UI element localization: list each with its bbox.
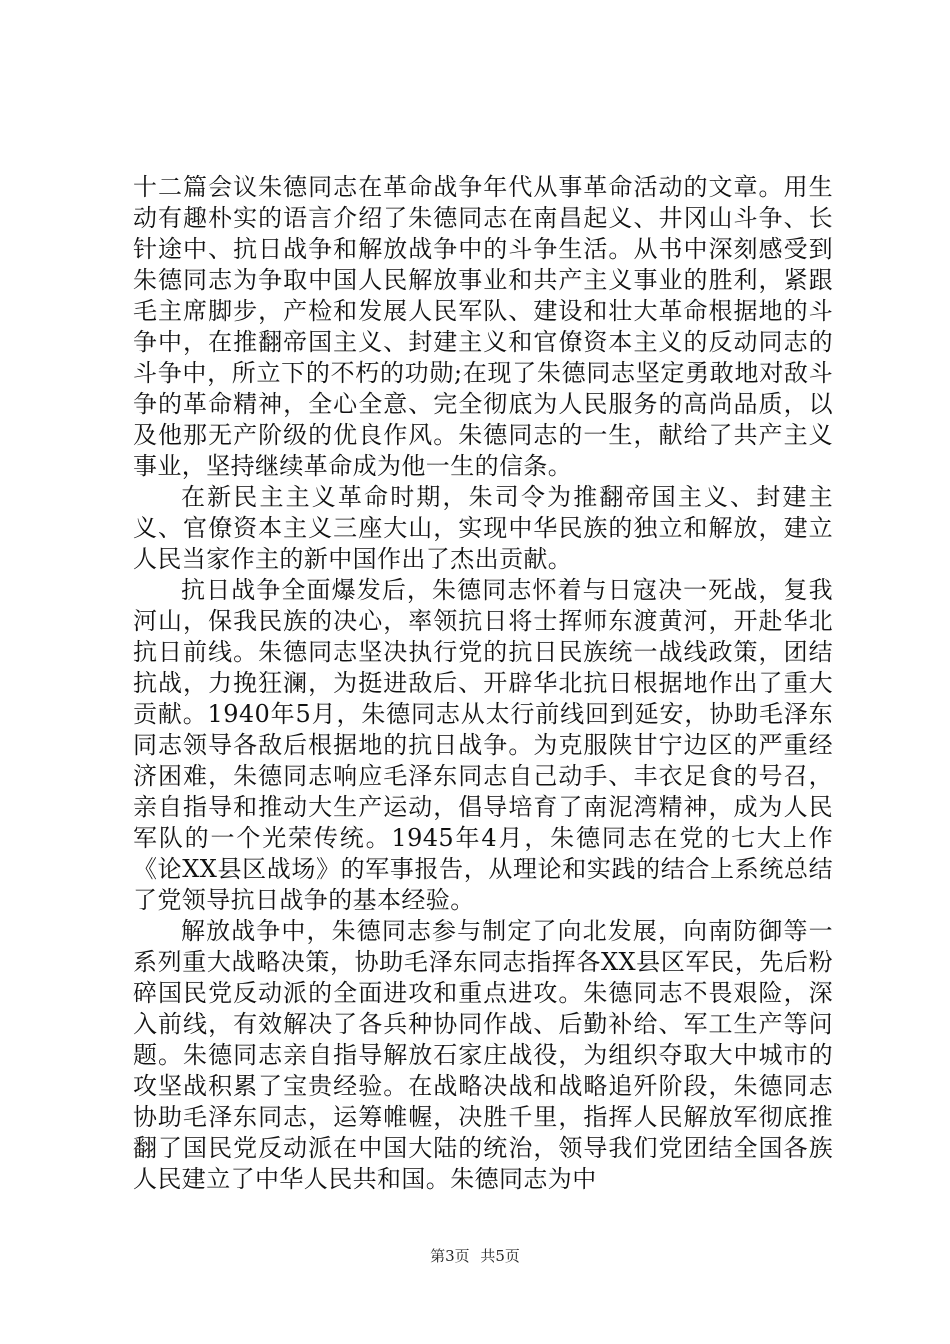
- document-body: [133, 172, 833, 1195]
- paragraph-4: 解放战争中，朱德同志参与制定了向北发展，向南防御等一系列重大战略决策，协助毛泽东同志指挥各XX县区军民，先后粉碎国民党反动派的全面进攻和重点进攻。朱德同志不畏艰险，深入前线，有效解决了各兵种协同作战、后勤补给、军工生产等问题。朱德同志亲自指导解放石家庄战役，为组织夺取大中城市的攻坚战积累了宝贵经验。在战略决战和战略追歼阶段，朱德同志协助毛泽东同志，运筹帷幄，决胜千里，指挥人民解放军彻底推翻了国民党反动派在中国大陆的统治，领导我们党团结全国各族人民建立了中华人民共和国。朱德同志为中: [133, 917, 833, 1193]
- page-total: 共5页: [480, 1247, 520, 1265]
- page-number: 第3页: [430, 1247, 470, 1265]
- paragraph-3: 抗日战争全面爆发后，朱德同志怀着与日寇决一死战，复我河山，保我民族的决心，率领抗日将士挥师东渡黄河，开赴华北抗日前线。朱德同志坚决执行党的抗日民族统一战线政策，团结抗战，力挽狂澜，为挺进敌后、开辟华北抗日根据地作出了重大贡献。1940年5月，朱德同志从太行前线回到延安，协助毛泽东同志领导各敌后根据地的抗日战争。为克服陕甘宁边区的严重经济困难，朱德同志响应毛泽东同志自己动手、丰衣足食的号召，亲自指导和推动大生产运动，倡导培育了南泥湾精神，成为人民军队的一个光荣传统。1945年4月，朱德同志在党的七大上作《论XX县区战场》的军事报告，从理论和实践的结合上系统总结了党领导抗日战争的基本经验。: [133, 576, 833, 914]
- page-footer: [0, 1245, 950, 1266]
- paragraph-1: 十二篇会议朱德同志在革命战争年代从事革命活动的文章。用生动有趣朴实的语言介绍了朱德同志在南昌起义、井冈山斗争、长针途中、抗日战争和解放战争中的斗争生活。从书中深刻感受到朱德同志为争取中国人民解放事业和共产主义事业的胜利，紧跟毛主席脚步，产检和发展人民军队、建设和壮大革命根据地的斗争中，在推翻帝国主义、封建主义和官僚资本主义的反动同志的斗争中，所立下的不朽的功勋;在现了朱德同志坚定勇敢地对敌斗争的革命精神，全心全意、完全彻底为人民服务的高尚品质，以及他那无产阶级的优良作风。朱德同志的一生，献给了共产主义事业，坚持继续革命成为他一生的信条。: [133, 173, 833, 480]
- paragraph-2: 在新民主主义革命时期，朱司令为推翻帝国主义、封建主义、官僚资本主义三座大山，实现中华民族的独立和解放，建立人民当家作主的新中国作出了杰出贡献。: [133, 483, 833, 573]
